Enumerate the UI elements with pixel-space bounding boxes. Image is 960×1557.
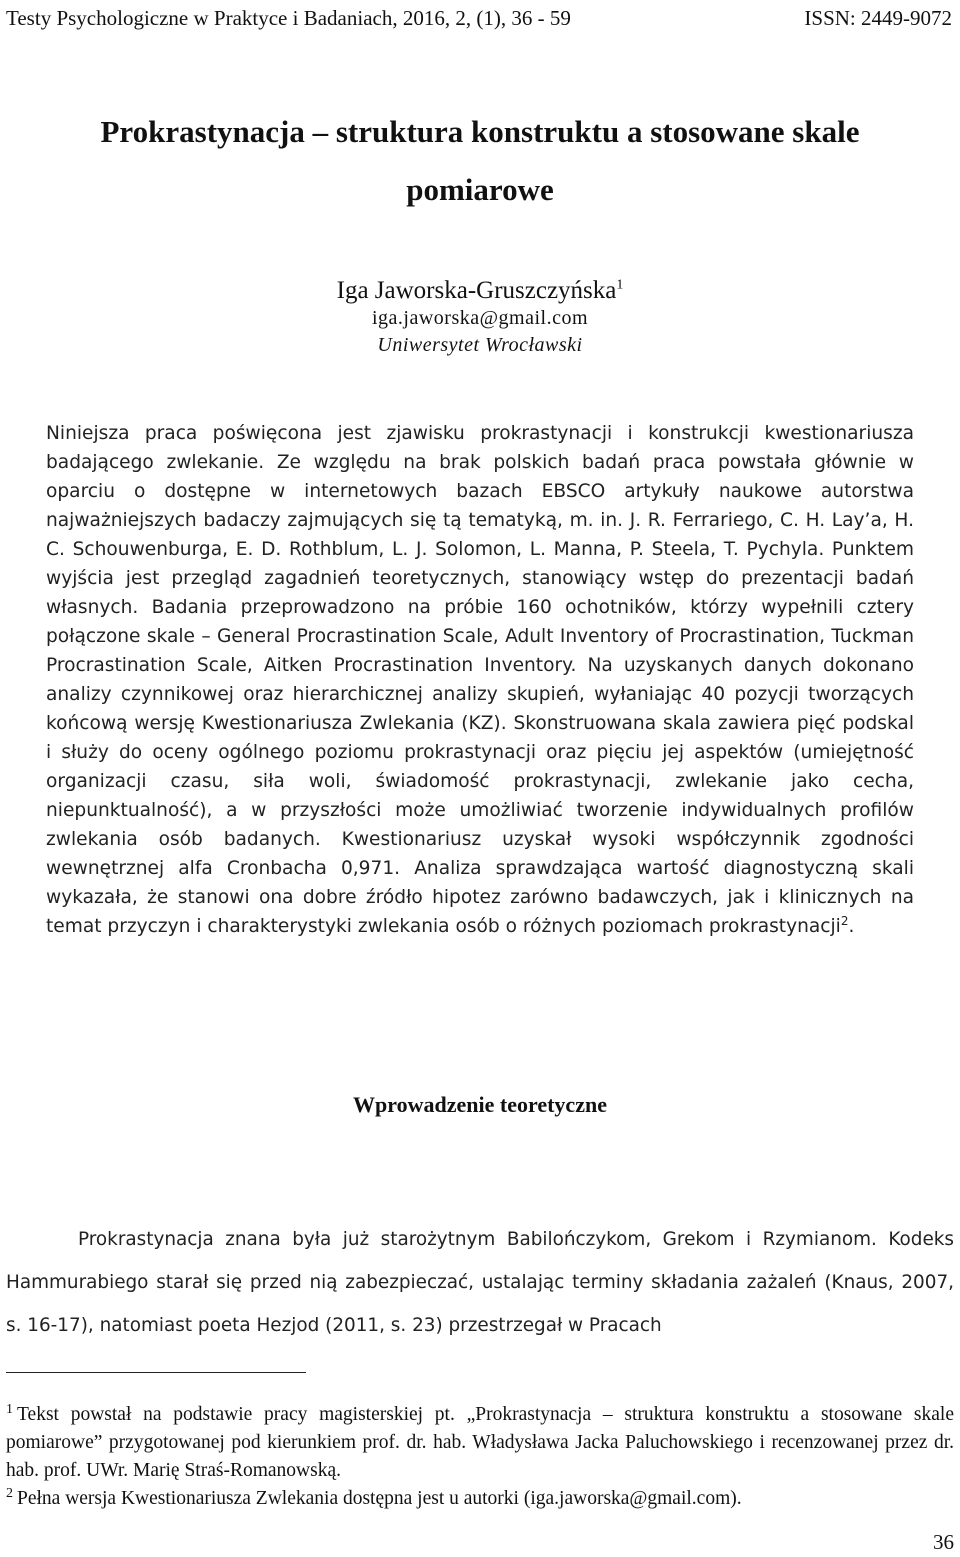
author-name: Iga Jaworska-Gruszczyńska: [336, 277, 617, 304]
footnote-2: [6, 1485, 954, 1513]
footnotes: [6, 1401, 954, 1513]
journal-header: Testy Psychologiczne w Praktyce i Badaniach, 2016, 2, (1), 36 - 59: [6, 6, 571, 30]
author-affiliation: Uniwersytet Wrocławski: [377, 334, 583, 356]
footnote-number: 1: [6, 1401, 13, 1417]
page-number: 36: [933, 1530, 954, 1554]
intro-text: Prokrastynacja znana była już starożytnym Babilończykom, Grekom i Rzymianom. Kodeks Hammurabiego starał się przed nią zabezpieczać, ustalając terminy składania zażaleń (Knaus, 2007, s. 16-17), natomiast poeta Hezjod (2011, s. 23) przestrzegał w Pracach: [6, 1229, 954, 1336]
footnote-text: Pełna wersja Kwestionariusza Zwlekania dostępna jest u autorki (iga.jaworska@gmail.com).: [17, 1488, 742, 1509]
author-block: [0, 276, 960, 359]
section-heading: Wprowadzenie teoretyczne: [353, 1092, 607, 1117]
abstract-end: .: [848, 916, 855, 937]
paper-title: Prokrastynacja – struktura konstruktu a stosowane skale pomiarowe: [100, 114, 860, 207]
abstract: [46, 419, 914, 941]
footnote-1: [6, 1401, 954, 1485]
footnote-number: 2: [6, 1485, 13, 1501]
abstract-footnote-mark: 2: [840, 913, 849, 928]
author-name-line: [0, 276, 960, 305]
intro-paragraph: [6, 1218, 954, 1347]
issn-header: ISSN: 2449-9072: [804, 6, 952, 30]
author-footnote-mark: 1: [616, 277, 624, 293]
abstract-text: Niniejsza praca poświęcona jest zjawisku prokrastynacji i konstrukcji kwestionariusza badającego zwlekanie. Ze względu na brak polskich badań praca powstała głównie w oparciu o dostępne w internetowych bazach EBSCO artykuły naukowe autorstwa najważniejszych badaczy zajmujących się tą tematyką, m. in. J. R. Ferrariego, C. H. Lay’a, H. C. Schouwenburga, E. D. Rothblum, L. J. Solomon, L. Manna, P. Steela, T. Pychyla. Punktem wyjścia jest przegląd zagadnień teoretycznych, stanowiący wstęp do prezentacji badań własnych. Badania przeprowadzono na próbie 160 ochotników, którzy wypełnili cztery połączone skale – General Procrastination Scale, Adult Inventory of Procrastination, Tuckman Procrastination Scale, Aitken Procrastination Inventory. Na uzyskanych danych dokonano analizy czynnikowej oraz hierarchicznej analizy skupień, wyłaniając 40 pozycji tworzących końcową wersję Kwestionariusza Zwlekania (KZ). Skonstruowana skala zawiera pięć podskal i służy do oceny ogólnego poziomu prokrastynacji oraz pięciu jej aspektów (umiejętność organizacji czasu, siła woli, świadomość prokrastynacji, zwlekanie jako cecha, niepunktualność), a w przyszłości może umożliwiać tworzenie indywidualnych profilów zwlekania osób badanych. Kwestionariusz uzyskał wysoki współczynnik zgodności wewnętrznej alfa Cronbacha 0,971. Analiza sprawdzająca wartość diagnostyczną skali wykazała, że stanowi ona dobre źródło hipotez zarówno badawczych, jak i klinicznych na temat przyczyn i charakterystyki zwlekania osób o różnych poziomach prokrastynacji: [46, 423, 914, 937]
footnote-text: Tekst powstał na podstawie pracy magisterskiej pt. „Prokrastynacja – struktura konstruktu a stosowane skale pomiarowe” przygotowanej pod kierunkiem prof. dr. hab. Władysława Jacka Paluchowskiego i recenzowanej przez dr. hab. prof. UWr. Marię Straś-Romanowską.: [6, 1404, 954, 1481]
author-email: iga.jaworska@gmail.com: [371, 307, 589, 329]
footnote-divider: [6, 1372, 306, 1373]
